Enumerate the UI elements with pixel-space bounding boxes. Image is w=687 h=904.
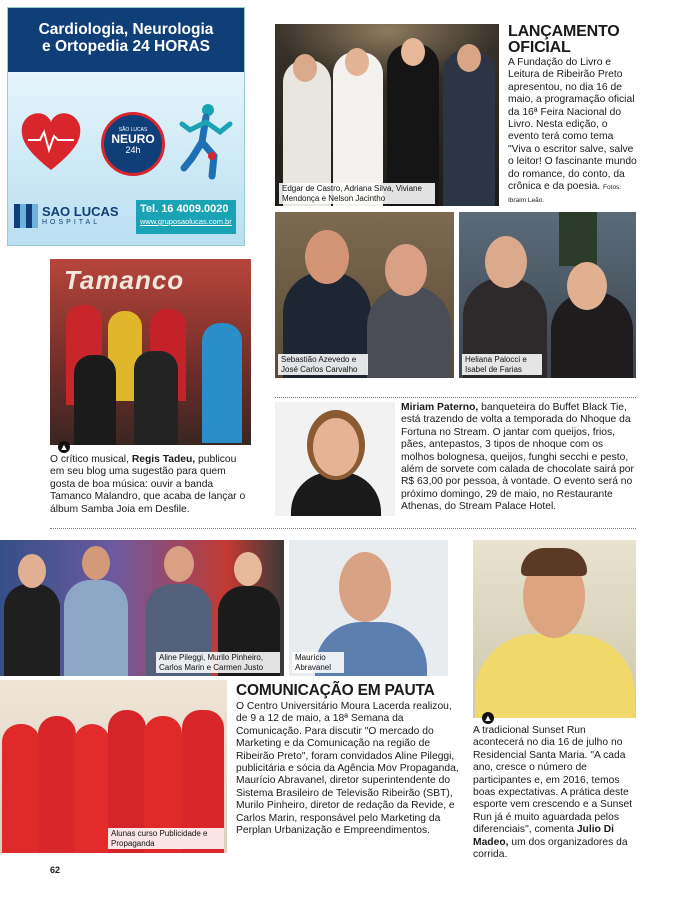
musical-prefix: O crítico musical, [50, 454, 132, 465]
panel-photo [0, 540, 284, 676]
face [234, 552, 262, 586]
mauricio-caption: Maurício Abravanel [292, 652, 344, 673]
website-link[interactable]: www.gruposaolucas.com.br [140, 217, 232, 226]
poster-bg [559, 212, 597, 266]
face [164, 546, 194, 582]
hospital-logo [14, 202, 124, 232]
person-murilo [64, 580, 128, 676]
alunas-caption: Alunas curso Publicidade e Propaganda [108, 828, 224, 849]
face [345, 48, 369, 76]
musical-name: Regis Tadeu, [131, 454, 196, 465]
person-nelson [443, 50, 495, 206]
sunset-text [473, 725, 637, 861]
face [82, 546, 110, 580]
book-fair-photo [275, 24, 499, 206]
alunas-photo [0, 680, 227, 853]
band-member [202, 323, 242, 443]
student [74, 724, 110, 853]
women-pair-photo [459, 212, 636, 378]
person-jose-carlos [367, 286, 451, 378]
band-member [134, 351, 178, 445]
lancamento-text: A Fundação do Livro e Leitura de Ribeirão Preto apresentou, no dia 16 de maio, a programação oficial da 16ª Feira Nacional do Livro. Nesta edição, o evento terá como tema "Viva o escritor salve, salve o leitor! O fascinante mundo do romance, do conto, da crônica e da poesia. [508, 57, 637, 193]
panel-caption: Aline Pileggi, Murilo Pinheiro, Carlos Marin e Carmen Justo [156, 652, 280, 673]
face [385, 244, 427, 296]
brand-sub: HOSPITAL [42, 219, 101, 226]
sunset-name: Julio Di Madeo, [473, 824, 615, 848]
musical-rest: publicou em seu blog uma sugestão para quem gosta de boa música: ouvir a banda Tamanco Malandro, que acaba de lançar o álbum Samba Joia em Desfile. [50, 454, 246, 515]
divider [275, 397, 636, 398]
men-pair-photo [275, 212, 454, 378]
sunset-start: A tradicional Sunset Run acontecerá no dia 16 de julho no Residencial Santa Maria. "A cada ano, cresce o número de participantes e, em 2016, temos boas expectativas. A prática deste esporte vem crescendo e a Sunset Run já é muito aguardada pelos diferenciais", comenta [473, 725, 633, 836]
student [2, 724, 40, 853]
lancamento-title-2: OFICIAL [508, 39, 571, 56]
neuro-top: SÃO LUCAS [118, 127, 148, 133]
musical-text [50, 454, 250, 516]
miriam-body-text: banqueteira do Buffet Black Tie, está trazendo de volta a temporada do Nhoque da Fortuna no Stream. O jantar com queijos, frios, pães, antepastos, 3 tipos de nhoque com os molhos bolognesa, queijos, funghi secchi e pesto, além de sorvete com calada de chocolate sairá por R$ 63,00 por pessoa, à vontade. O evento será no próximo domingo, 29 de maio, no Restaurante Athenas, do Stream Palace Hotel. [401, 402, 634, 513]
miriam-text [401, 402, 637, 514]
mauricio-photo [289, 540, 448, 676]
runner-icon [178, 102, 234, 182]
book-fair-caption: Edgar de Castro, Adriana Silva, Viviane Mendonça e Nelson Jacintho [279, 183, 435, 204]
neuro-main: NEURO [111, 132, 155, 146]
hospital-ad[interactable] [7, 7, 245, 246]
ad-header [8, 8, 244, 72]
face [567, 262, 607, 310]
lancamento-title-1: LANÇAMENTO [508, 23, 620, 40]
brand-name: SAO LUCAS [42, 204, 119, 219]
comunicacao-title: COMUNICAÇÃO EM PAUTA [236, 682, 435, 699]
band-member [74, 355, 116, 445]
phone-block [136, 200, 236, 234]
page-number: 62 [50, 865, 61, 875]
arrow-up-icon: ▲ [59, 442, 69, 452]
miriam-photo [275, 402, 395, 516]
face [339, 552, 391, 622]
ad-headline-1: Cardiologia, Neurologia [38, 21, 214, 38]
women-pair-caption: Heliana Palocci e Isabel de Farias [462, 354, 542, 375]
person-viviane [387, 44, 439, 206]
lancamento-body [508, 57, 638, 208]
logo-mark-icon [14, 204, 38, 228]
lancamento-title [508, 24, 678, 56]
neuro-badge [101, 112, 165, 176]
ad-body [8, 72, 244, 245]
julio-hair [521, 548, 587, 576]
divider [50, 528, 636, 529]
arrow-up-icon: ▲ [483, 713, 493, 723]
sunset-end: um dos organizadores da corrida. [473, 836, 628, 861]
person-aline [4, 584, 60, 676]
photo-credit: Fotos: Ibraim Leão. [508, 184, 622, 205]
face [457, 44, 481, 72]
phone-number: Tel. 16 4009.0020 [140, 203, 229, 215]
face [293, 54, 317, 82]
band-banner: Tamanco [64, 265, 185, 295]
student [38, 716, 76, 853]
face [313, 418, 359, 476]
julio-photo [473, 540, 636, 718]
face [18, 554, 46, 588]
men-pair-caption: Sebastião Azevedo e José Carlos Carvalho [278, 354, 368, 375]
julio-body [475, 634, 635, 718]
neuro-sub: 24h [125, 145, 141, 155]
comunicacao-text: O Centro Universitário Moura Lacerda realizou, de 9 a 12 de maio, a 18ª Semana da Comunicação. Para discutir "O mercado do Marketing e da Comunicação na região de Ribeirão Preto", foram convidados Aline Pileggi, publicitária e sócia da Agência Mov Propaganda, Maurício Abravanel, diretor superintendente do Sistema Brasileiro de Televisão Ribeirão (SBT), Murilo Pinheiro, diretor de redação da Revide, e Carlos Marin, responsável pelo Marketing da Perplan Urbanização e Empreendimentos. [236, 701, 459, 837]
ad-headline-2: e Ortopedia 24 HORAS [42, 38, 210, 55]
band-photo [50, 259, 251, 445]
miriam-name: Miriam Paterno, [401, 402, 479, 413]
face [305, 230, 349, 284]
face [401, 38, 425, 66]
face [485, 236, 527, 288]
heart-icon [18, 110, 84, 172]
